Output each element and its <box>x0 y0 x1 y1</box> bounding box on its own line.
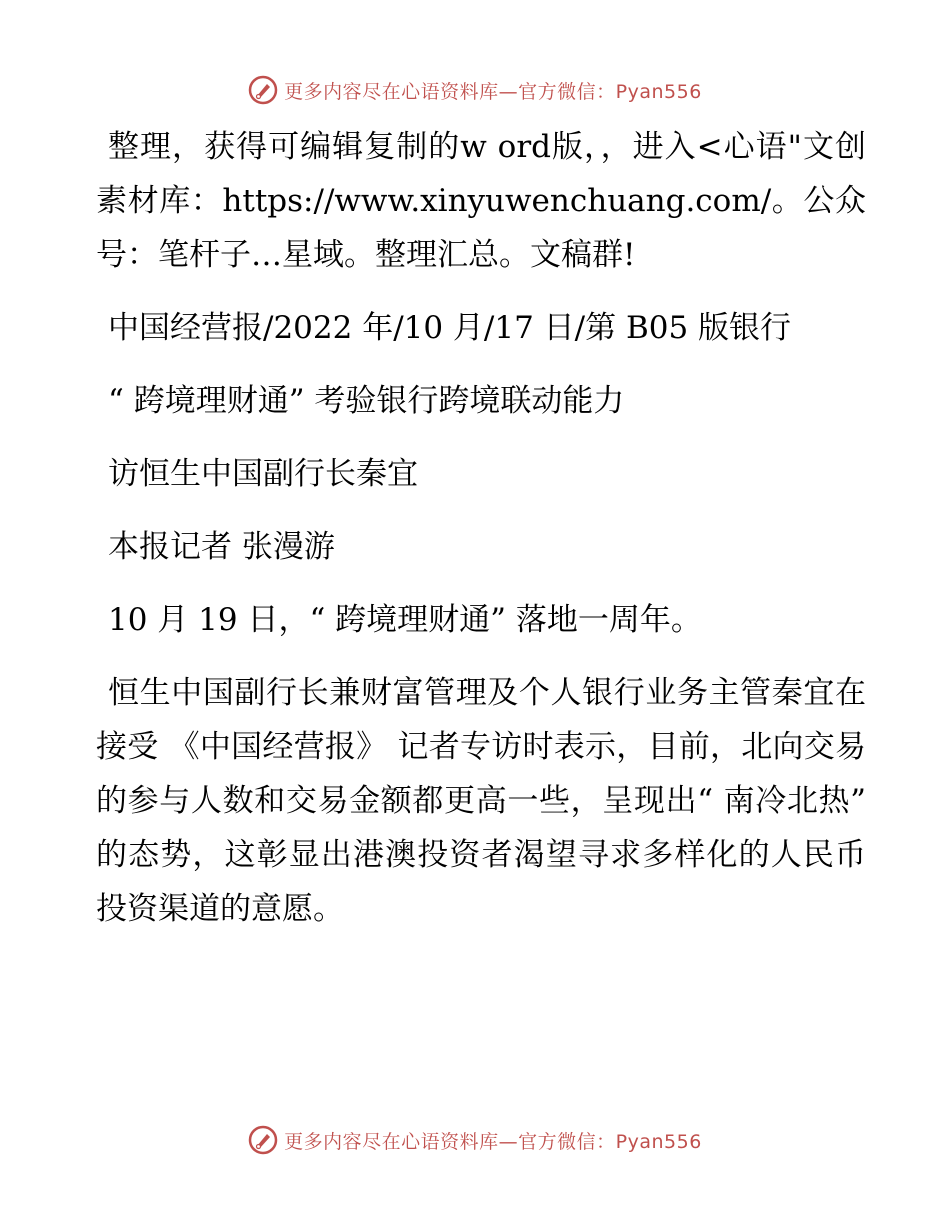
article-subtitle: 访恒生中国副行长秦宜 <box>108 456 418 492</box>
footer-watermark <box>0 1120 950 1160</box>
byline: 本报记者 张漫游 <box>108 529 335 565</box>
watermark-text: 更多内容尽在心语资料库—官方微信：Pyan556 <box>284 80 702 103</box>
pen-nib-seal-icon <box>248 1125 278 1155</box>
watermark-text: 更多内容尽在心语资料库—官方微信：Pyan556 <box>284 1130 702 1153</box>
article-title: “ 跨境理财通” 考验银行跨境联动能力 <box>108 383 625 419</box>
body-paragraph: 10 月 19 日，“ 跨境理财通” 落地一周年。 <box>108 602 702 638</box>
intro-paragraph: 整理，获得可编辑复制的w ord版，，进入<心语"文创素材库：https://www.xinyuwenchuang.com/。公众号：笔杆子…星域。整理汇总。文稿群! <box>96 129 866 273</box>
document-body <box>96 120 866 955</box>
pen-nib-seal-icon <box>248 75 278 105</box>
body-paragraph: 恒生中国副行长兼财富管理及个人银行业务主管秦宜在接受 《中国经营报》 记者专访时表示，目前，北向交易的参与人数和交易金额都更高一些，呈现出“ 南冷北热” 的态势，这彰显出港澳投资者渴望寻求多样化的人民币投资渠道的意愿。 <box>96 675 866 927</box>
header-watermark <box>0 70 950 110</box>
source-line: 中国经营报/2022 年/10 月/17 日/第 B05 版银行 <box>108 310 792 346</box>
